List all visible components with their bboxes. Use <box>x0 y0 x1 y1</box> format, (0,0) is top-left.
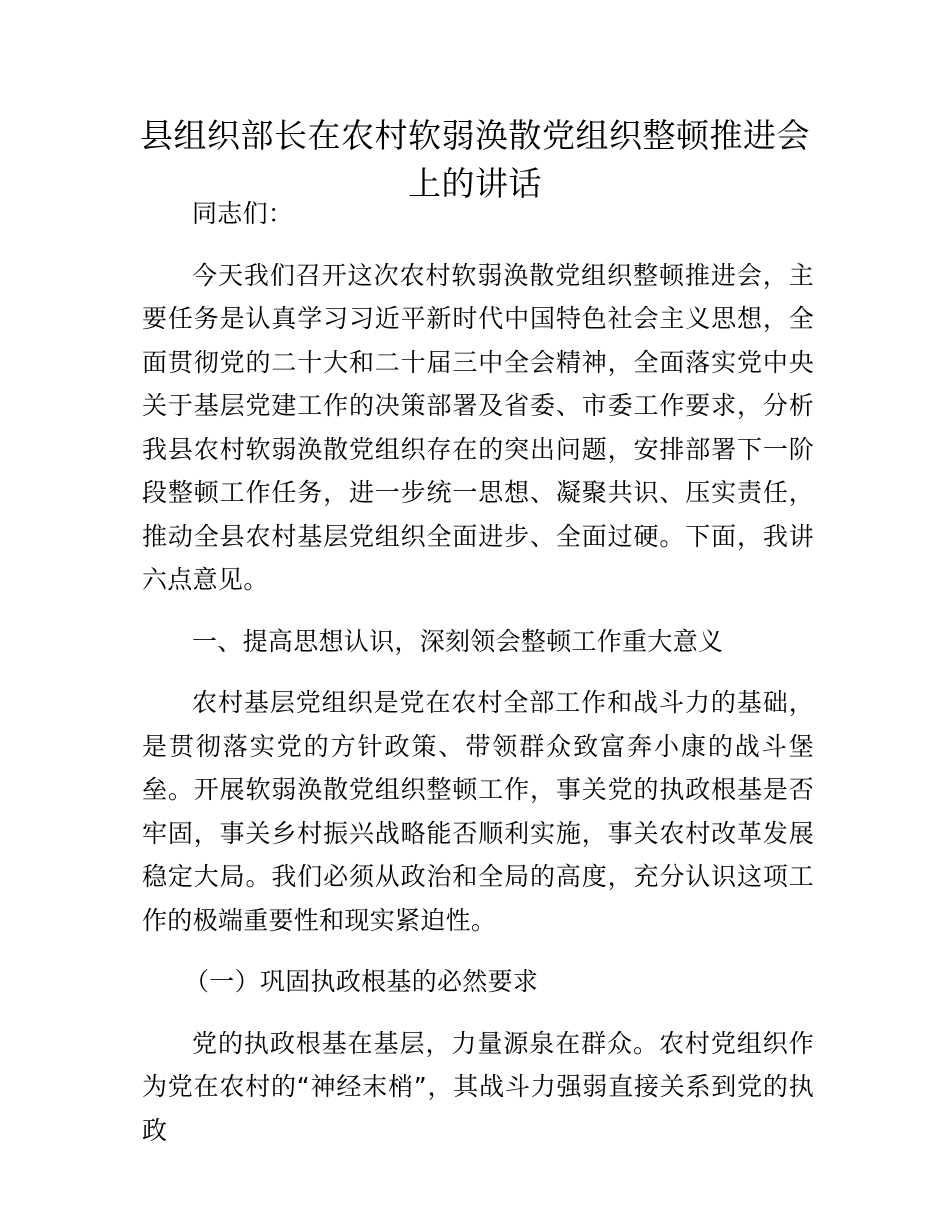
subsection-1-paragraph: 党的执政根基在基层，力量源泉在群众。农村党组织作为党在农村的“神经末梢”，其战斗力强弱直接关系到党的执政 <box>142 1028 814 1145</box>
document-body <box>142 192 814 1170</box>
section-heading-1: 一、提高思想认识，深刻领会整顿工作重大意义 <box>192 626 724 656</box>
intro-paragraph: 今天我们召开这次农村软弱涣散党组织整顿推进会，主要任务是认真学习习近平新时代中国特色社会主义思想，全面贯彻党的二十大和二十届三中全会精神，全面落实党中央关于基层党建工作的决策部署及省委、市委工作要求，分析我县农村软弱涣散党组织存在的突出问题，安排部署下一阶段整顿工作任务，进一步统一思想、凝聚共识、压实责任，推动全县农村基层党组织全面进步、全面过硬。下面，我讲六点意见。 <box>142 260 814 594</box>
salutation-paragraph: 同志们： <box>192 199 294 228</box>
subsection-heading-1: （一）巩固执政根基的必然要求 <box>184 967 539 996</box>
document-title: 县组织部长在农村软弱涣散党组织整顿推进会上的讲话 <box>140 116 810 203</box>
section-1-paragraph: 农村基层党组织是党在农村全部工作和战斗力的基础，是贯彻落实党的方针政策、带领群众致富奔小康的战斗堡垒。开展软弱涣散党组织整顿工作，事关党的执政根基是否牢固，事关乡村振兴战略能否顺利实施，事关农村改革发展稳定大局。我们必须从政治和全局的高度，充分认识这项工作的极端重要性和现实紧迫性。 <box>142 688 814 935</box>
